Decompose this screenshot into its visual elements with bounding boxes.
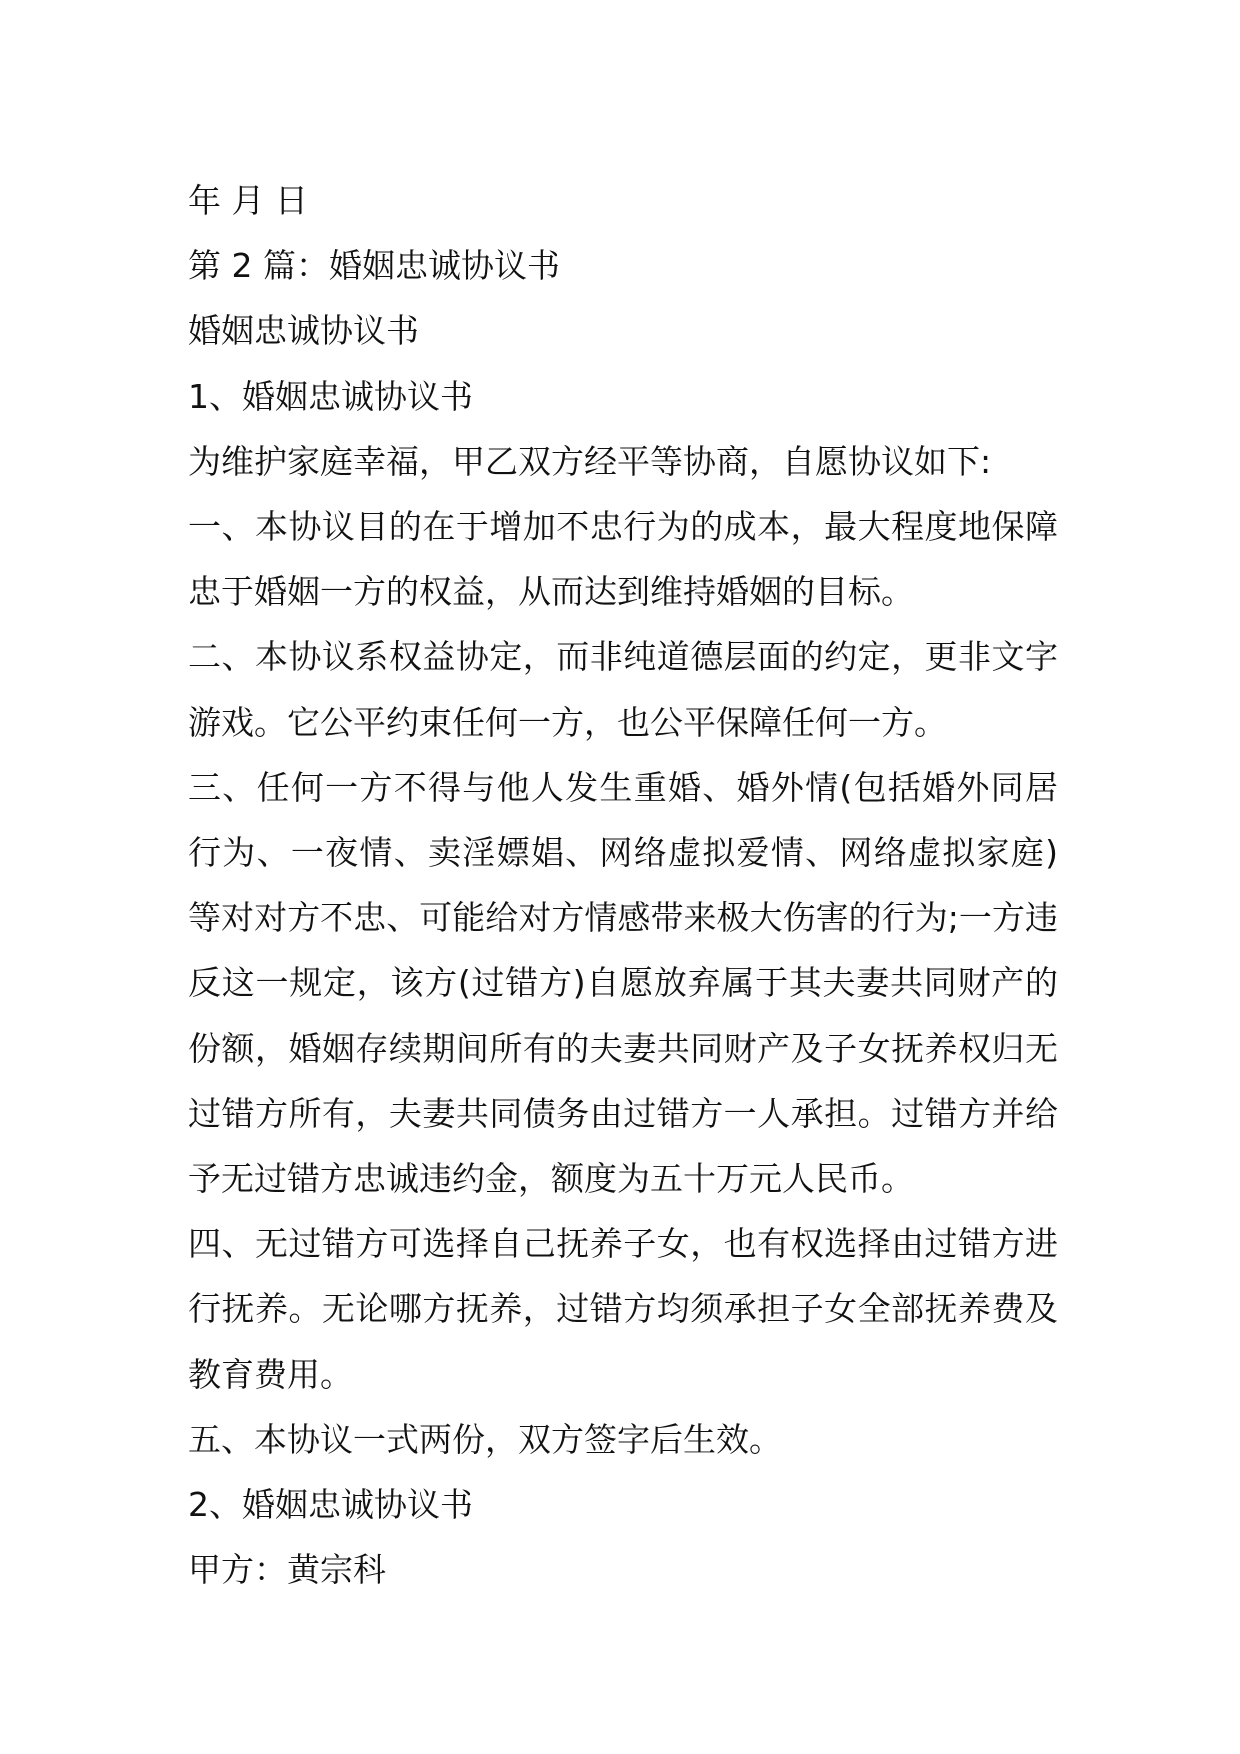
date-line: 年 月 日 <box>188 181 308 220</box>
party-a-line: 甲方：黄宗科 <box>188 1550 386 1590</box>
section-2-title: 2、婚姻忠诚协议书 <box>188 1484 473 1524</box>
clause-4: 四、无过错方可选择自己抚养子女，也有权选择由过错方进行抚养。无论哪方抚养，过错方均须承担子女全部抚养费及教育费用。 <box>188 1224 1058 1394</box>
clause-3: 三、任何一方不得与他人发生重婚、婚外情(包括婚外同居行为、一夜情、卖淫嫖娼、网络虚拟爱情、网络虚拟家庭)等对对方不忠、可能给对方情感带来极大伤害的行为;一方违反这一规定，该方(过错方)自愿放弃属于其夫妻共同财产的份额，婚姻存续期间所有的夫妻共同财产及子女抚养权归无过错方所有，夫妻共同债务由过错方一人承担。过错方并给予无过错方忠诚违约金，额度为五十万元人民币。 <box>188 767 1058 1198</box>
chapter-title: 第 2 篇：婚姻忠诚协议书 <box>188 246 560 286</box>
clause-5: 五、本协议一式两份，双方签字后生效。 <box>188 1419 782 1459</box>
document-page <box>188 168 1058 1602</box>
clause-1: 一、本协议目的在于增加不忠行为的成本，最大程度地保障忠于婚姻一方的权益，从而达到维持婚姻的目标。 <box>188 506 1058 612</box>
intro-paragraph: 为维护家庭幸福，甲乙双方经平等协商，自愿协议如下: <box>188 441 992 481</box>
document-subtitle: 婚姻忠诚协议书 <box>188 311 419 351</box>
section-1-title: 1、婚姻忠诚协议书 <box>188 376 473 416</box>
clause-2: 二、本协议系权益协定，而非纯道德层面的约定，更非文字游戏。它公平约束任何一方，也公平保障任何一方。 <box>188 637 1058 742</box>
